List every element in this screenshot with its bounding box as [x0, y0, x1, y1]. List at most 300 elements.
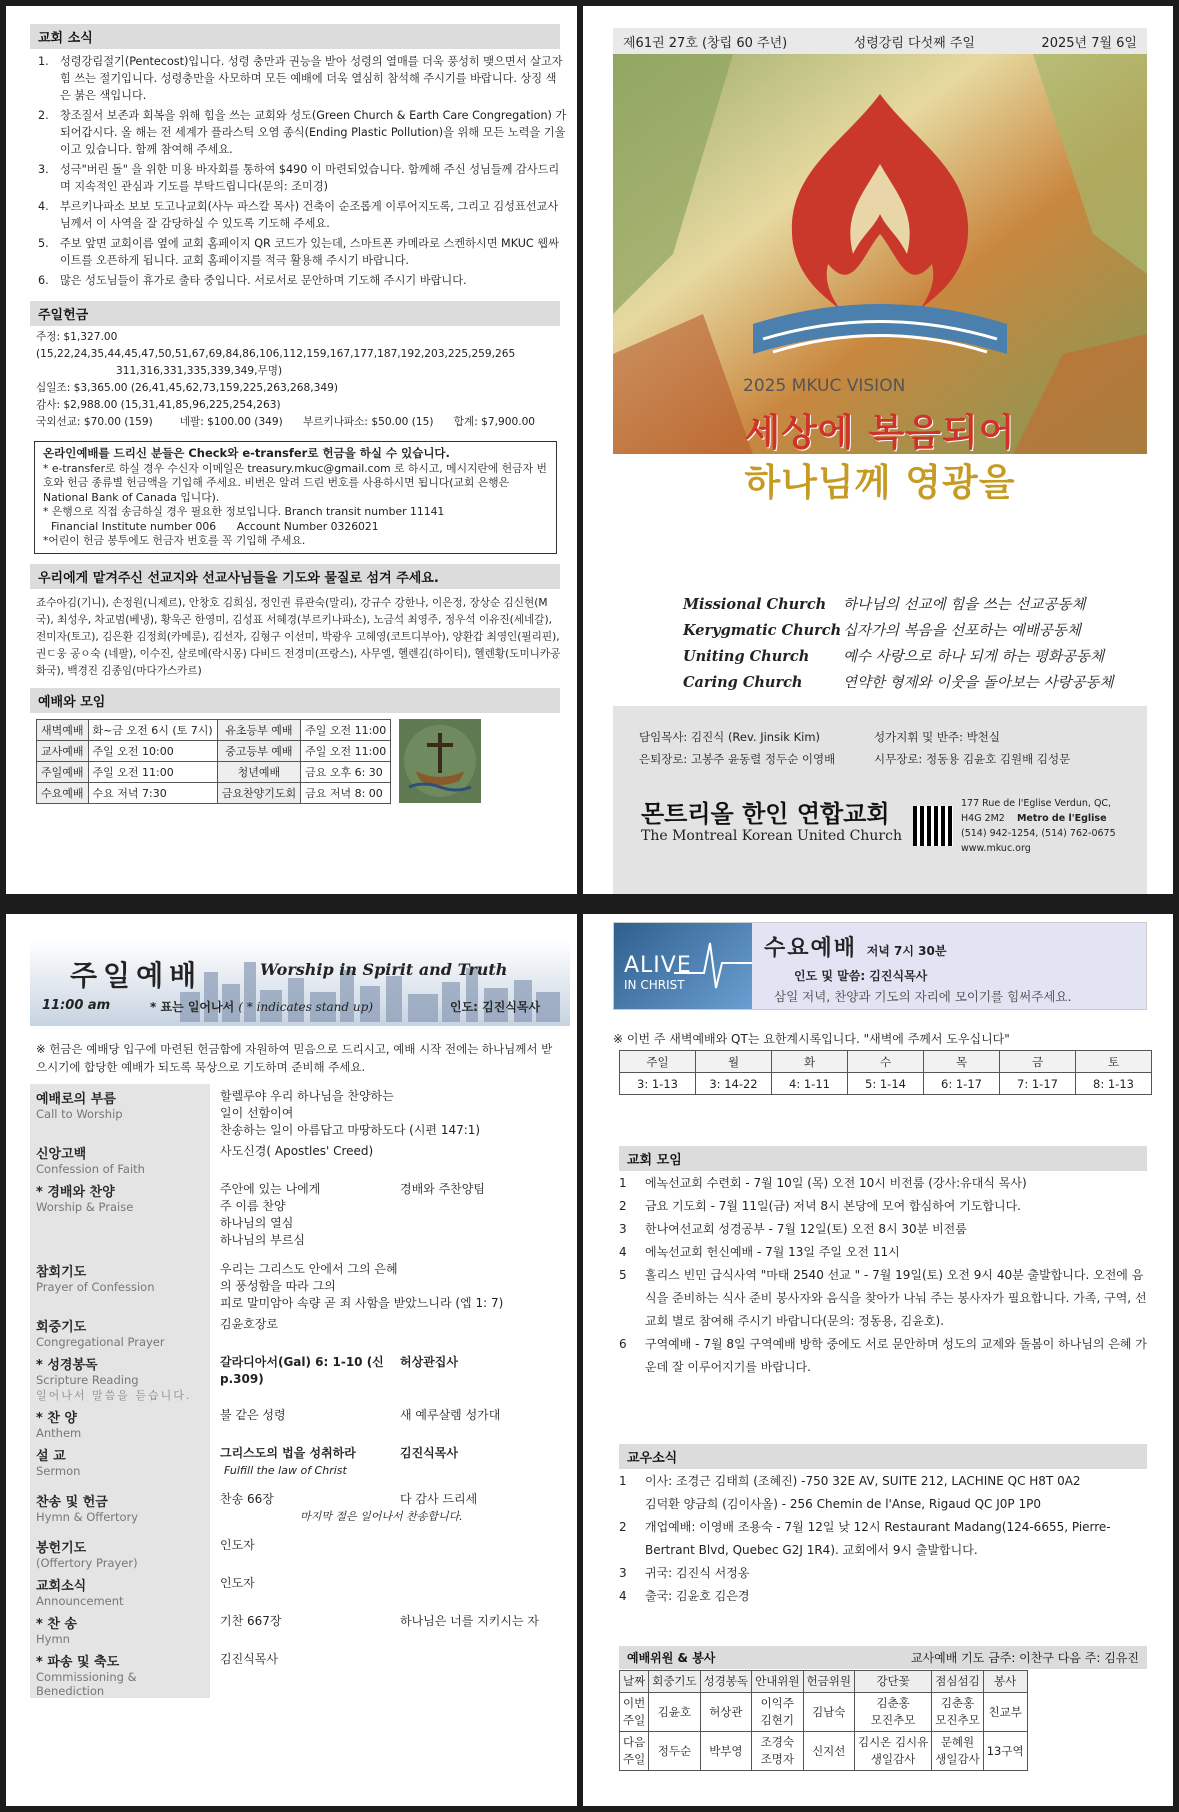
order-label [30, 1571, 210, 1609]
item-text: 귀국: 김진식 서정옹 [645, 1566, 750, 1580]
order-item [30, 1139, 570, 1177]
order-item [30, 1609, 570, 1647]
item-text: 에녹선교회 헌신예배 - 7월 13일 주일 오전 11시 [645, 1245, 900, 1259]
order-line [220, 1613, 562, 1630]
news-number: 5. [38, 237, 49, 250]
worship-cell: 수요예배 [37, 782, 89, 803]
service-cell: 조경숙 조명자 [752, 1732, 803, 1771]
worship-cell: 주일 오전 11:00 [301, 740, 391, 761]
worship-cell: 화~금 오전 6시 (토 7시) [88, 719, 217, 740]
order-text-right: 허상관집사 [400, 1355, 458, 1369]
service-head-cell: 회중기도 [649, 1671, 700, 1693]
order-content [210, 1647, 570, 1698]
mission-statements [683, 592, 1114, 696]
order-text: 인도자 [220, 1538, 255, 1552]
service-cell: 김남숙 [803, 1693, 854, 1732]
order-content [210, 1257, 570, 1312]
item-text: 김덕환 양금희 (김이사올) - 256 Chemin de l'Anse, Rigaud QC J0P 1P0 [645, 1497, 1041, 1511]
postal-code: H4G 2M2 [961, 813, 1005, 824]
item-number: 6 [619, 1337, 627, 1351]
order-line [220, 1575, 562, 1592]
worship-cell: 수요 저녁 7:30 [88, 782, 217, 803]
wednesday-news-page [583, 914, 1173, 1806]
order-label [30, 1084, 210, 1139]
order-text: 불 같은 성령 [220, 1408, 286, 1422]
teacher-prayer-note: 교사예배 기도 금주: 이찬구 다음 주: 김유진 [910, 1651, 1139, 1665]
list-item [619, 1241, 1147, 1264]
order-label-ko: * 경배와 찬양 [36, 1185, 115, 1200]
order-label-en: Worship & Praise [36, 1200, 134, 1214]
item-number: 2 [619, 1199, 627, 1213]
cover-page [583, 6, 1173, 894]
order-label-ko: 교회소식 [36, 1579, 87, 1594]
mission-en: Kerygmatic Church [683, 622, 842, 639]
worship-header [30, 940, 570, 1026]
qt-reading-row [620, 1073, 1152, 1095]
qt-reading: 5: 1-14 [848, 1073, 924, 1095]
order-label [30, 1257, 210, 1312]
worship-cell: 유초등부 예배 [217, 719, 300, 740]
service-title: 예배위원 & 봉사 [627, 1651, 716, 1665]
qt-day: 수 [848, 1051, 924, 1073]
service-cell: 김시온 김시유 생일감사 [854, 1732, 931, 1771]
order-content [210, 1571, 570, 1609]
qt-schedule-table [619, 1050, 1152, 1095]
qt-notice: ※ 이번 주 새벽예배와 QT는 요한계시록입니다. "새벽에 주께서 도우십니다" [613, 1032, 1010, 1046]
worship-cell: 금요찬양기도회 [217, 782, 300, 803]
order-content [210, 1312, 570, 1350]
bulletin-date: 2025년 7월 6일 [1041, 35, 1137, 51]
service-head-cell: 점심섬김 [932, 1671, 983, 1693]
online-note-2: * 은행으로 직접 송금하실 경우 필요한 정보입니다. Branch transit number 11141 [43, 505, 445, 518]
item-text: 금요 기도회 - 7월 11일(금) 저녁 8시 본당에 모여 합심하여 기도합니다. [645, 1199, 1021, 1213]
liturgical-sunday: 성령강림 다섯째 주일 [853, 35, 975, 51]
worship-row [37, 761, 391, 782]
mission-row [683, 618, 1114, 644]
order-content [210, 1350, 570, 1403]
stand-note-ko: * 표는 일어나서 [150, 1000, 235, 1014]
service-head-cell: 강단꽃 [854, 1671, 931, 1693]
order-line [220, 1181, 562, 1198]
order-text: 사도신경( Apostles' Creed) [220, 1144, 374, 1158]
order-label-ko: 회중기도 [36, 1320, 87, 1335]
news-item [34, 107, 567, 158]
qt-reading: 7: 1-17 [1000, 1073, 1076, 1095]
order-item [30, 1403, 570, 1441]
church-address [961, 796, 1116, 856]
qt-day: 화 [772, 1051, 848, 1073]
offering-sunday-cont: 311,316,331,335,339,349,무명) [116, 365, 283, 377]
item-number: 4 [619, 1245, 627, 1259]
heartbeat-icon [674, 933, 752, 993]
service-header [619, 1646, 1147, 1669]
news-number: 2. [38, 109, 49, 122]
mission-ko: 십자가의 복음을 선포하는 예배공동체 [843, 623, 1081, 639]
worship-cell: 주일 오전 10:00 [88, 740, 217, 761]
order-label-en: Sermon [36, 1464, 81, 1478]
qt-reading: 6: 1-17 [924, 1073, 1000, 1095]
choir-director: 성가지휘 및 반주: 박천실 [874, 730, 1000, 744]
order-label-en: (Offertory Prayer) [36, 1556, 138, 1570]
missionary-list: 죠수아김(기니), 손정원(니제르), 안창호 김희심, 정인권 류관숙(말리), 강규수 강한나, 이은정, 장상순 김신현(M국), 최성우, 차교범(베냉), 황욱곤 한영미, 김성표 서혜경(부르키나파소), 노금석 최영주, 정우석 이유진(세네갈), 전미자(토고), 김은환 김정희(카메룬), 김선자, 김형구 이선미, 박광우 고혜영(코트디부아), 양환갑 최영인(필리핀), 권ㄷ웅 공ㅇ숙 (네팔), 이수진, 살로메(락시몽) 다비드 전경미(프랑스), 사무엘, 헬렌김(하이티), 헬렌황(도미니카공화국), 백경진 김종임(마다가스카르) [36, 596, 561, 677]
order-content [210, 1609, 570, 1647]
mission-row [683, 670, 1114, 696]
offering-thanks: 감사: $2,988.00 (15,31,41,85,96,225,254,263) [36, 399, 281, 411]
news-number: 6. [38, 274, 49, 287]
order-label-en: Prayer of Confession [36, 1280, 155, 1294]
mission-ko: 연약한 형제와 이웃을 돌아보는 사랑공동체 [843, 675, 1114, 691]
order-text: 기찬 667장 [220, 1614, 282, 1628]
service-row [620, 1732, 1028, 1771]
service-cell: 김윤호 [649, 1693, 700, 1732]
news-item [34, 235, 567, 269]
order-label-en: Call to Worship [36, 1107, 123, 1121]
worship-cell: 교사예배 [37, 740, 89, 761]
website-link[interactable]: www.mkuc.org [961, 843, 1031, 854]
church-name-korean: 몬트리올 한인 연합교회 [641, 800, 890, 828]
mission-ko: 하나님의 선교에 힘을 쓰는 선교공동체 [843, 597, 1086, 613]
service-head-cell: 날짜 [620, 1671, 649, 1693]
mission-en: Caring Church [683, 674, 803, 691]
news-text: 성극"버린 돌" 을 위한 미용 바자회를 통하여 $490 이 마련되었습니다. 함께해 주신 성님들께 감사드리며 지속적인 관심과 기도를 부탁드립니다(문의: 조미경) [60, 163, 560, 193]
order-label-note: 일어나서 말씀을 듣습니다. [36, 1389, 192, 1402]
news-item [34, 198, 567, 232]
worship-cell: 주일예배 [37, 761, 89, 782]
item-number: 2 [619, 1520, 627, 1534]
order-line: 하나님의 열심 [220, 1216, 294, 1230]
item-text: 이사: 조경근 김태희 (조혜진) -750 32E AV, SUITE 212, LACHINE QC H8T 0A2 [645, 1474, 1081, 1488]
wednesday-time: 저녁 7시 30분 [866, 944, 947, 958]
order-label [30, 1312, 210, 1350]
order-line: 찬송하는 일이 아름답고 마땅하도다 (시편 147:1) [220, 1123, 481, 1137]
order-line [220, 1651, 562, 1668]
announcements-page [6, 6, 577, 894]
wednesday-leader: 인도 및 말씀: 김진식목사 [794, 969, 928, 983]
order-content [210, 1487, 570, 1533]
service-cell: 신지선 [803, 1732, 854, 1771]
mission-header: 우리에게 맡겨주신 선교지와 선교사님들을 기도와 물질로 섬겨 주세요. [30, 564, 560, 589]
worship-cell: 금요 저녁 8: 00 [301, 782, 391, 803]
worship-row [37, 719, 391, 740]
order-text: 우리는 그리스도 안에서 그의 은혜의 풍성함을 따라 그의 [220, 1262, 398, 1293]
item-number: 1 [619, 1474, 627, 1488]
qt-reading: 3: 1-13 [620, 1073, 696, 1095]
address-line-1: 177 Rue de l'Eglise Verdun, QC, [961, 798, 1112, 809]
vision-line-2: 하나님께 영광을 [744, 461, 1016, 504]
service-cell: 다음 주일 [620, 1732, 649, 1771]
order-label-en: Congregational Prayer [36, 1335, 165, 1349]
qt-day: 목 [924, 1051, 1000, 1073]
news-text: 창조질서 보존과 회복을 위해 힘을 쓰는 교회와 성도(Green Church & Earth Care Congregation) 가 되어갑시다. 올 해는 전 세계가 플라스틱 오염 종식(Ending Plastic Pollution)을 위해 모든 노력을 기울이고 있습니다. 함께 참여해 주세요. [60, 109, 567, 156]
news-text: 성령강림절기(Pentecost)입니다. 성령 충만과 권능을 받아 성령의 열매를 더욱 풍성히 맺으면서 살고자 힘 쓰는 절기입니다. 성령충만을 사모하며 모든 예배에 더욱 열심히 참석해 주시기를 바랍니다. 상징 색은 붉은 색입니다. [60, 55, 563, 102]
order-label [30, 1139, 210, 1177]
order-label-en: Scripture Reading [36, 1373, 139, 1387]
service-cell: 김춘홍 모진추모 [854, 1693, 931, 1732]
meetings-list [619, 1172, 1147, 1379]
order-of-worship [30, 1084, 570, 1698]
order-label [30, 1350, 210, 1403]
qt-reading: 3: 14-22 [696, 1073, 772, 1095]
qt-days-row [620, 1051, 1152, 1073]
online-note-4: *어린이 헌금 봉투에도 헌금자 번호를 꼭 기입해 주세요. [43, 534, 306, 547]
worship-times-header: 예배와 모임 [30, 688, 560, 713]
online-note-1: * e-transfer로 하실 경우 수신자 이메일은 treasury.mkuc@gmail.com 로 하시고, 메시지란에 헌금자 번호와 헌금 종류별 헌금액을 기입해 주세요. 비번은 알려 드린 번호를 사용하시면 됩니다(교회 은행은 National Bank of Canada 입니다). [43, 461, 547, 504]
order-item [30, 1084, 570, 1139]
order-label [30, 1441, 210, 1487]
order-label [30, 1647, 210, 1698]
worship-cell: 금요 오후 6: 30 [301, 761, 391, 782]
list-item [619, 1172, 1147, 1195]
item-text: 출국: 김윤호 김은경 [645, 1589, 750, 1603]
mission-en: Uniting Church [683, 648, 810, 665]
order-content [210, 1403, 570, 1441]
order-label [30, 1177, 210, 1257]
list-item [619, 1585, 1147, 1608]
order-text-right: 경배와 주찬양팀 [400, 1182, 485, 1196]
meetings-header: 교회 모임 [619, 1146, 1147, 1171]
worship-cell: 청년예배 [217, 761, 300, 782]
order-content [210, 1084, 570, 1139]
offering-sunday: 주정: $1,327.00 (15,22,24,35,44,45,47,50,51,67,69,84,86,106,112,159,167,177,187,192,203,225,259,265 [36, 331, 516, 360]
order-label [30, 1403, 210, 1441]
service-cell: 13구역 [983, 1732, 1027, 1771]
order-text-right: 김진식목사 [400, 1446, 458, 1460]
service-cell: 정두순 [649, 1732, 700, 1771]
order-line: 주 이름 찬양 [220, 1199, 286, 1213]
service-cell: 이번 주일 [620, 1693, 649, 1732]
order-line [220, 1316, 562, 1333]
list-item [619, 1516, 1147, 1562]
item-number: 1 [619, 1176, 627, 1190]
metro-station: Metro de l'Eglise [1016, 813, 1107, 824]
service-head-cell: 안내위원 [752, 1671, 803, 1693]
order-label-en: Hymn [36, 1632, 70, 1646]
order-label-en: Commissioning & Benediction [36, 1670, 137, 1698]
mission-en: Missional Church [683, 596, 827, 613]
order-label-ko: 참회기도 [36, 1265, 87, 1280]
worship-cell: 주일 오전 11:00 [301, 719, 391, 740]
service-head-cell: 헌금위원 [803, 1671, 854, 1693]
order-content [210, 1533, 570, 1571]
news-list [6, 49, 577, 289]
vision-slogan [613, 402, 1147, 506]
order-text-right: 다 감사 드리세 [400, 1492, 478, 1506]
list-item [619, 1333, 1147, 1379]
item-text: 한나여선교회 성경공부 - 7월 12일(토) 오전 8시 30분 비전룸 [645, 1222, 967, 1236]
news-text: 부르키나파소 보보 도고나교회(사누 파스칼 목사) 건축이 순조롭게 이루어지도록, 그리고 김성표선교사님께서 이 사역을 잘 감당하실 수 있도록 기도해 주세요. [60, 200, 559, 230]
alive-in-christ-logo [614, 923, 752, 1009]
alive-text: ALIVE [624, 953, 692, 978]
list-item [619, 1195, 1147, 1218]
order-item [30, 1350, 570, 1403]
wednesday-header [613, 922, 1147, 1010]
item-number: 4 [619, 1589, 627, 1603]
news-number: 3. [38, 163, 49, 176]
order-text-right: 하나님은 너를 지키시는 자 [400, 1614, 539, 1628]
volume-number: 제61권 27호 (창립 60 주년) [623, 35, 788, 51]
item-text: 홀리스 빈민 급식사역 "마태 2540 선교 " - 7월 19일(토) 오전 9시 40분 출발합니다. 오전에 음식을 준비하는 식사 준비 봉사자와 음식을 찾아가 나눠 주는 봉사자가 필요합니다. 가족, 구역, 선교회 별로 참여해 주시기 바랍니다(문의: 정동용, 김윤호). [645, 1268, 1147, 1328]
order-content [210, 1139, 570, 1177]
order-text: 갈라디아서(Gal) 6: 1-10 (신 p.309) [220, 1355, 384, 1386]
service-row [620, 1693, 1028, 1732]
order-line [220, 1143, 562, 1160]
qt-day: 주일 [620, 1051, 696, 1073]
order-label-ko: * 파송 및 축도 [36, 1655, 120, 1670]
vision-tag: 2025 MKUC VISION [743, 376, 906, 396]
list-item [619, 1218, 1147, 1241]
item-text: 구역예배 - 7월 8일 구역예배 방학 중에도 서로 문안하며 성도의 교제와 돌봄이 하나님의 은혜 가운데 잘 이루어지기를 바랍니다. [645, 1337, 1147, 1374]
order-label-ko: * 찬 송 [36, 1617, 77, 1632]
news-text: 주보 앞면 교회이름 옆에 교회 홈페이지 QR 코드가 있는데, 스마트폰 카메라로 스켄하시면 MKUC 웹싸이트를 오픈하게 됩니다. 교회 홈페이지를 적극 활용해 주시기 바랍니다. [60, 237, 559, 267]
mission-row [683, 592, 1114, 618]
stand-note [150, 998, 373, 1015]
stand-note-en: ( * indicates stand up) [238, 1000, 373, 1014]
wednesday-invite: 삼일 저녁, 찬양과 기도의 자리에 모이기를 힘써주세요. [774, 989, 1072, 1004]
offering-header: 주일헌금 [30, 301, 560, 326]
senior-pastor: 담임목사: 김진식 (Rev. Jinsik Kim) [639, 730, 821, 744]
qt-day: 금 [1000, 1051, 1076, 1073]
mission-row [683, 644, 1114, 670]
news-number: 4. [38, 200, 49, 213]
vision-line-1: 세상에 복음되어 [744, 411, 1016, 454]
worship-times-table [36, 719, 391, 804]
wednesday-title-text: 수요예배 [764, 936, 858, 961]
worship-cell: 중고등부 예배 [217, 740, 300, 761]
order-text: 할렐루야 우리 하나님을 찬양하는 일이 선함이여 [220, 1089, 394, 1120]
offering-tithe: 십일조: $3,365.00 (26,41,45,62,73,159,225,263,268,349) [36, 382, 338, 394]
item-number: 3 [619, 1222, 627, 1236]
members-news-header: 교우소식 [619, 1444, 1147, 1469]
news-item [34, 272, 567, 289]
service-cell: 김춘홍 모진추모 [932, 1693, 983, 1732]
order-label-en: Hymn & Offertory [36, 1510, 139, 1524]
active-elders: 시무장로: 정동용 김윤호 김원배 김성문 [874, 752, 1071, 766]
list-item [619, 1493, 1147, 1516]
worship-title: 주일예배 [70, 959, 203, 992]
offering-notice: ※ 헌금은 예배당 입구에 마련된 헌금함에 자원하여 믿음으로 드리시고, 예배 시작 전에는 하나님께서 받으시기에 합당한 예배가 되도록 묵상으로 기도하며 준비해 주세요. [36, 1042, 553, 1074]
order-line [220, 1491, 562, 1508]
retired-elders: 은퇴장로: 고봉주 윤동렬 정두순 이영배 [639, 752, 836, 766]
qt-day: 월 [696, 1051, 772, 1073]
service-head-cell: 성경봉독 [700, 1671, 751, 1693]
list-item [619, 1562, 1147, 1585]
worship-row [37, 782, 391, 803]
worship-leader: 인도: 김진식목사 [450, 1000, 541, 1014]
phone-numbers: (514) 942-1254, (514) 762-0675 [961, 828, 1116, 839]
qt-reading: 4: 1-11 [772, 1073, 848, 1095]
service-head-row [620, 1671, 1028, 1693]
offering-report [6, 326, 577, 431]
order-text: 김윤호장로 [220, 1317, 278, 1331]
order-item [30, 1312, 570, 1350]
order-line [220, 1088, 562, 1122]
order-item [30, 1571, 570, 1609]
service-cell: 박부영 [700, 1732, 751, 1771]
church-name-english: The Montreal Korean United Church [641, 828, 902, 844]
order-text: 그리스도의 법을 성취하라 [220, 1446, 356, 1460]
worship-cell: 주일 오전 11:00 [88, 761, 217, 782]
order-line [220, 1354, 562, 1388]
order-label-ko: * 찬 양 [36, 1411, 77, 1426]
service-head-cell: 봉사 [983, 1671, 1027, 1693]
wednesday-title [764, 931, 946, 962]
worship-cell: 새벽예배 [37, 719, 89, 740]
order-line: 피로 말미암아 속량 곧 죄 사함을 받았느니라 (엡 1: 7) [220, 1296, 504, 1310]
online-offering-box [34, 441, 557, 554]
list-item [619, 1264, 1147, 1333]
mission-ko: 예수 사랑으로 하나 되게 하는 평화공동체 [843, 649, 1105, 665]
list-item [619, 1470, 1147, 1493]
online-note-3: Financial Institute number 006 Account Number 0326021 [51, 519, 379, 533]
qt-reading: 8: 1-13 [1076, 1073, 1152, 1095]
service-cell: 허상관 [700, 1693, 751, 1732]
order-label-ko: 설 교 [36, 1449, 66, 1464]
cross-boat-logo-icon [399, 719, 481, 803]
worship-row [37, 740, 391, 761]
news-header: 교회 소식 [30, 24, 560, 49]
order-text: 주안에 있는 나에게 [220, 1182, 321, 1196]
qt-day: 토 [1076, 1051, 1152, 1073]
item-number: 5 [619, 1268, 627, 1282]
order-item [30, 1647, 570, 1698]
order-content [210, 1177, 570, 1257]
order-label-ko: 봉헌기도 [36, 1541, 87, 1556]
order-label [30, 1487, 210, 1533]
order-text-right: 새 예루살렘 성가대 [400, 1408, 501, 1422]
sunday-worship-page [6, 914, 577, 1806]
online-offering-heading: 온라인예배를 드리신 분들은 Check와 e-transfer로 헌금을 하실 수 있습니다. [43, 446, 450, 460]
news-text: 많은 성도님들이 휴가로 출타 중입니다. 서로서로 문안하며 기도해 주시기 바랍니다. [60, 274, 467, 287]
news-item [34, 53, 567, 104]
news-number: 1. [38, 55, 49, 68]
item-number [619, 1493, 645, 1516]
order-line: 마지막 절은 일어나서 찬송합니다. [300, 1510, 463, 1523]
order-label-en: Anthem [36, 1426, 82, 1440]
qr-code-icon[interactable] [913, 806, 953, 846]
order-content [210, 1441, 570, 1487]
order-label [30, 1533, 210, 1571]
order-line: Fulfill the law of Christ [224, 1464, 347, 1477]
order-item [30, 1487, 570, 1533]
worship-subtitle: Worship in Spirit and Truth [260, 960, 508, 979]
order-item [30, 1177, 570, 1257]
order-line [220, 1407, 562, 1424]
order-item [30, 1257, 570, 1312]
order-line: 하나님의 부르심 [220, 1233, 305, 1247]
service-roster-table [619, 1670, 1028, 1771]
order-label [30, 1609, 210, 1647]
service-cell: 친교부 [983, 1693, 1027, 1732]
order-item [30, 1533, 570, 1571]
members-news-list [619, 1470, 1147, 1608]
cover-info-bar [613, 28, 1147, 54]
order-text: 찬송 66장 [220, 1492, 274, 1506]
order-label-ko: 찬송 및 헌금 [36, 1495, 108, 1510]
order-label-ko: * 성경봉독 [36, 1358, 98, 1373]
worship-time: 11:00 am [42, 998, 111, 1013]
item-text: 개업예배: 이영배 조용숙 - 7월 12일 낮 12시 Restaurant Madang(124-6655, Pierre-Bertrant Blvd, Quebec G2J 1R4). 교회에서 9시 출발합니다. [645, 1520, 1111, 1557]
order-text: 인도자 [220, 1576, 255, 1590]
service-cell: 이익주 김현기 [752, 1693, 803, 1732]
order-text: 김진식목사 [220, 1652, 278, 1666]
order-label-ko: 신앙고백 [36, 1147, 87, 1162]
order-line [220, 1445, 562, 1462]
order-line [220, 1261, 562, 1295]
item-number: 3 [619, 1566, 627, 1580]
order-label-en: Confession of Faith [36, 1162, 145, 1176]
news-item [34, 161, 567, 195]
order-label-ko: 예배로의 부름 [36, 1092, 116, 1107]
